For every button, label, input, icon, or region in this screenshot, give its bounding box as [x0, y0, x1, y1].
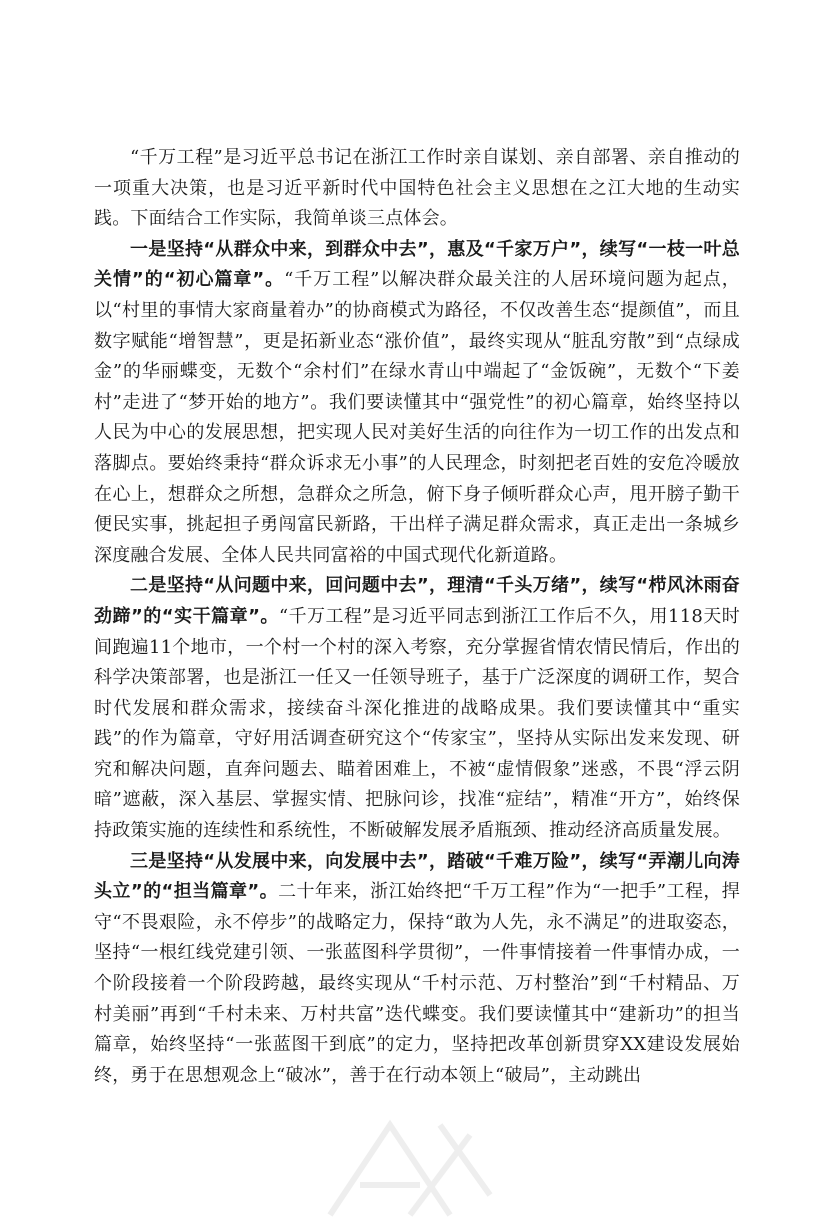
paragraph-point-two-text: “千万工程”是习近平同志到浙江工作后不久，用118天时间跑遍11个地市，一个村一个村的深入考察，充分掌握省情农情民情后，作出的科学决策部署，也是浙江一任又一任领导班子，基于广泛深度的调研工作，契合时代发展和群众需求，接续奋斗深化推进的战略成果。我们要读懂其中“重实践”的作为篇章，守好用活调查研究这个“传家宝”，坚持从实际出发来发现、研究和解决问题，直奔问题去、瞄着困难上，不被“虚情假象”迷惑，不畏“浮云阴暗”遮蔽，深入基层、掌握实情、把脉问诊，找准“症结”，精准“开方”，始终保持政策实施的连续性和系统性，不断破解发展矛盾瓶颈、推动经济高质量发展。 [94, 605, 740, 842]
paragraph-point-three-lead: 三是坚持“从发展中来，向发展中去”，踏破“千难万险”，续写“弄潮儿向涛头立”的“担当篇章”。 [94, 850, 740, 903]
paragraph-point-three-text: 二十年来，浙江始终把“千万工程”作为“一把手”工程，捍守“不畏艰险，永不停步”的战略定力，保持“敢为人先，永不满足”的进取姿态，坚持“一根红线党建引领、一张蓝图科学贯彻”，一件事情接着一件事情办成，一个阶段接着一个阶段跨越，最终实现从“千村示范、万村整治”到“千村精品、万村美丽”再到“千村未来、万村共富”迭代蝶变。我们要读懂其中“建新功”的担当篇章，始终坚持“一张蓝图干到底”的定力，坚持把改革创新贯穿XX建设发展始终，勇于在思想观念上“破冰”，善于在行动本领上“破局”，主动跳出 [94, 881, 740, 1086]
paragraph-point-two [94, 571, 740, 846]
paragraph-intro [94, 143, 740, 235]
paragraph-point-two-lead: 二是坚持“从问题中来，回问题中去”，理清“千头万绪”，续写“栉风沐雨奋劲蹄”的“实干篇章”。 [94, 575, 740, 627]
paragraph-point-three [94, 847, 740, 1092]
paragraph-point-one [94, 235, 740, 572]
paragraph-point-one-lead: 一是坚持“从群众中来，到群众中去”，惠及“千家万户”，续写“一枝一叶总关情”的“初心篇章”。 [94, 238, 740, 291]
paragraph-intro-text: “千万工程”是习近平总书记在浙江工作时亲自谋划、亲自部署、亲自推动的一项重大决策，也是习近平新时代中国特色社会主义思想在之江大地的生动实践。下面结合工作实际，我简单谈三点体会。 [94, 147, 740, 230]
paragraph-point-one-text: “千万工程”以解决群众最关注的人居环境问题为起点，以“村里的事情大家商量着办”的协商模式为路径，不仅改善生态“提颜值”，而且数字赋能“增智慧”，更是拓新业态“涨价值”，最终实现从“脏乱穷散”到“点绿成金”的华丽蝶变，无数个“余村们”在绿水青山中端起了“金饭碗”，无数个“下姜村”走进了“梦开始的地方”。我们要读懂其中“强党性”的初心篇章，始终坚持以人民为中心的发展思想，把实现人民对美好生活的向往作为一切工作的出发点和落脚点。要始终秉持“群众诉求无小事”的人民理念，时刻把老百姓的安危冷暖放在心上，想群众之所想，急群众之所急，俯下身子倾听群众心声，甩开膀子勤干便民实事，挑起担子勇闯富民新路，干出样子满足群众需求，真正走出一条城乡深度融合发展、全体人民共同富裕的中国式现代化新道路。 [94, 269, 740, 566]
watermark-graphic [300, 1105, 500, 1225]
document-body [94, 143, 740, 1091]
